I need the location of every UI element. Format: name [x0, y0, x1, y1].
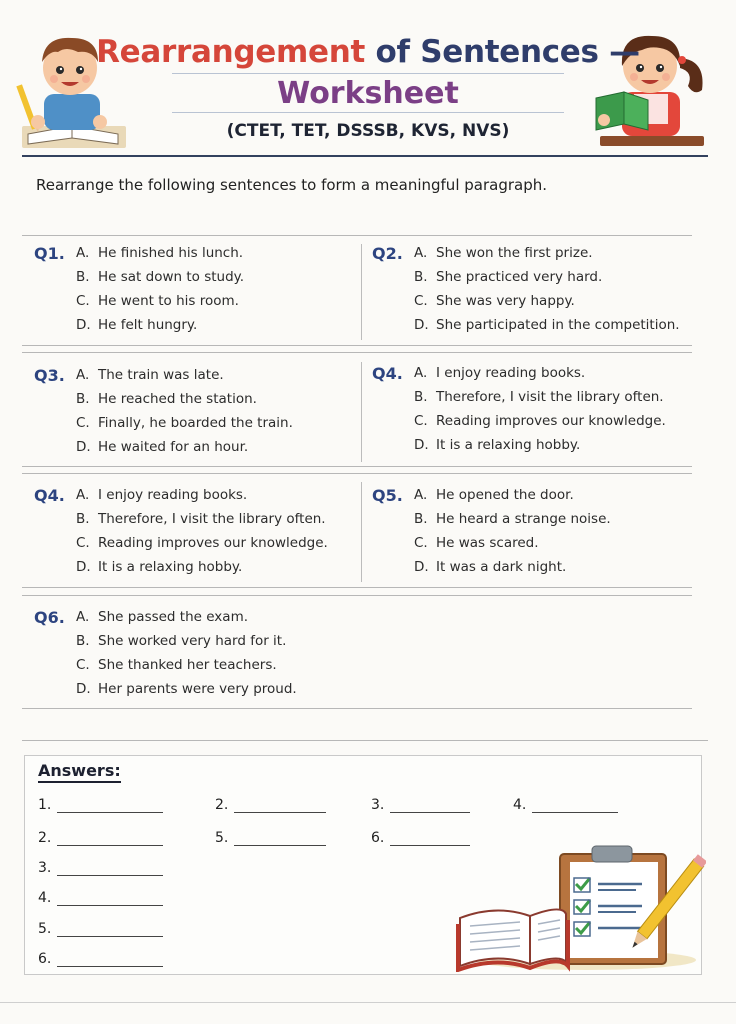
option-sentence: She won the first prize. [436, 245, 593, 261]
answer-blank[interactable] [38, 921, 163, 937]
worksheet-title [0, 34, 736, 70]
option-sentence: Reading improves our knowledge. [98, 535, 328, 551]
option-sentence: Therefore, I visit the library often. [98, 511, 326, 527]
option-letter: A. [76, 245, 90, 261]
row-divider [22, 352, 692, 353]
option-sentence: He finished his lunch. [98, 245, 244, 261]
option-sentence: She was very happy. [436, 293, 575, 309]
option-sentence: He was scared. [436, 535, 539, 551]
answer-label: 4. [513, 797, 527, 813]
answer-blank[interactable] [371, 797, 470, 813]
title-part-blue: of Sentences — [365, 34, 640, 70]
option-sentence: He heard a strange noise. [436, 511, 611, 527]
option-sentence: She worked very hard for it. [98, 633, 287, 649]
question-option [414, 389, 664, 405]
question-option [414, 487, 574, 503]
row-divider [22, 345, 692, 346]
question-block [34, 486, 364, 582]
row-divider [22, 587, 692, 588]
question-option [76, 367, 224, 383]
option-letter: B. [414, 511, 428, 527]
option-letter: D. [76, 681, 91, 697]
question-option [414, 293, 575, 309]
question-block [372, 364, 702, 460]
answer-label: 1. [38, 797, 52, 813]
answer-label: 5. [38, 921, 52, 937]
question-option [414, 269, 602, 285]
question-block [34, 244, 364, 340]
option-letter: C. [76, 535, 90, 551]
option-letter: B. [76, 633, 90, 649]
question-number: Q1. [34, 244, 65, 263]
option-sentence: Finally, he boarded the train. [98, 415, 293, 431]
option-sentence: He sat down to study. [98, 269, 245, 285]
question-number: Q3. [34, 366, 65, 385]
question-option [414, 437, 580, 453]
option-sentence: It was a dark night. [436, 559, 567, 575]
option-sentence: She passed the exam. [98, 609, 249, 625]
instruction-text: Rearrange the following sentences to form a meaningful paragraph. [36, 176, 548, 194]
option-sentence: I enjoy reading books. [98, 487, 248, 503]
answer-blank[interactable] [38, 830, 163, 846]
question-option [76, 391, 257, 407]
option-sentence: I enjoy reading books. [436, 365, 586, 381]
question-option [76, 609, 248, 625]
question-option [76, 511, 326, 527]
question-block [34, 366, 364, 462]
question-option [76, 245, 243, 261]
option-letter: A. [76, 367, 90, 383]
question-number: Q6. [34, 608, 65, 627]
title-divider [172, 112, 564, 113]
option-letter: A. [76, 609, 90, 625]
answer-label: 2. [38, 830, 52, 846]
question-option [414, 559, 566, 575]
question-option [414, 511, 611, 527]
title-part-red: Rearrangement [96, 34, 366, 70]
option-letter: D. [76, 559, 91, 575]
option-letter: C. [76, 293, 90, 309]
exam-list-subtitle: (CTET, TET, DSSSB, KVS, NVS) [226, 121, 510, 141]
row-divider [22, 235, 692, 236]
option-letter: B. [414, 269, 428, 285]
answer-label: 3. [38, 860, 52, 876]
question-number: Q4. [34, 486, 65, 505]
option-letter: B. [414, 389, 428, 405]
answer-label: 5. [215, 830, 229, 846]
answer-blank[interactable] [38, 797, 163, 813]
option-sentence: She practiced very hard. [436, 269, 603, 285]
question-option [76, 269, 244, 285]
option-sentence: He reached the station. [98, 391, 257, 407]
option-letter: C. [414, 293, 428, 309]
option-letter: B. [76, 269, 90, 285]
question-option [76, 535, 328, 551]
option-sentence: She participated in the competition. [436, 317, 680, 333]
answer-blank[interactable] [215, 797, 326, 813]
option-sentence: He opened the door. [436, 487, 574, 503]
answer-label: 6. [38, 951, 52, 967]
answer-label: 4. [38, 890, 52, 906]
option-letter: C. [76, 415, 90, 431]
option-letter: A. [76, 487, 90, 503]
row-divider [22, 595, 692, 596]
option-sentence: He went to his room. [98, 293, 239, 309]
answer-blank[interactable] [38, 951, 163, 967]
question-number: Q2. [372, 244, 403, 263]
option-sentence: He waited for an hour. [98, 439, 249, 455]
option-letter: A. [414, 487, 428, 503]
option-letter: D. [414, 437, 429, 453]
answer-label: 2. [215, 797, 229, 813]
option-sentence: It is a relaxing hobby. [98, 559, 243, 575]
question-number: Q4. [372, 364, 403, 383]
option-letter: C. [414, 535, 428, 551]
option-sentence: She thanked her teachers. [98, 657, 277, 673]
question-option [76, 415, 293, 431]
question-block [372, 486, 702, 582]
header-rule [22, 155, 708, 157]
option-letter: D. [76, 439, 91, 455]
question-option [414, 317, 680, 333]
option-sentence: Her parents were very proud. [98, 681, 297, 697]
answers-title: Answers: [38, 761, 121, 783]
option-sentence: Therefore, I visit the library often. [436, 389, 664, 405]
question-option [76, 317, 197, 333]
option-letter: C. [414, 413, 428, 429]
question-block [372, 244, 702, 340]
option-letter: B. [76, 391, 90, 407]
row-divider [22, 473, 692, 474]
book-clipboard-illustration [456, 838, 706, 972]
question-option [414, 245, 593, 261]
question-number: Q5. [372, 486, 403, 505]
option-letter: D. [76, 317, 91, 333]
question-option [414, 365, 585, 381]
option-sentence: Reading improves our knowledge. [436, 413, 666, 429]
option-letter: A. [414, 245, 428, 261]
question-option [76, 657, 277, 673]
option-sentence: He felt hungry. [98, 317, 198, 333]
row-divider [22, 466, 692, 467]
option-letter: D. [414, 317, 429, 333]
answer-blank[interactable] [513, 797, 618, 813]
question-option [76, 559, 242, 575]
question-block [34, 608, 364, 704]
answer-label: 3. [371, 797, 385, 813]
question-option [76, 681, 297, 697]
question-option [76, 293, 239, 309]
option-letter: D. [414, 559, 429, 575]
option-letter: C. [76, 657, 90, 673]
option-sentence: The train was late. [98, 367, 224, 383]
option-sentence: It is a relaxing hobby. [436, 437, 581, 453]
option-letter: B. [76, 511, 90, 527]
option-letter: A. [414, 365, 428, 381]
page-bottom-rule [0, 1002, 736, 1003]
question-option [414, 535, 539, 551]
question-option [76, 439, 248, 455]
answer-blank[interactable] [38, 890, 163, 906]
answer-blank[interactable] [38, 860, 163, 876]
question-option [76, 487, 247, 503]
row-divider [22, 708, 692, 709]
answer-blank[interactable] [215, 830, 326, 846]
title-divider [172, 73, 564, 74]
question-option [76, 633, 286, 649]
worksheet-title-line2: Worksheet [277, 76, 459, 111]
section-divider [22, 740, 708, 741]
question-option [414, 413, 666, 429]
answer-label: 6. [371, 830, 385, 846]
